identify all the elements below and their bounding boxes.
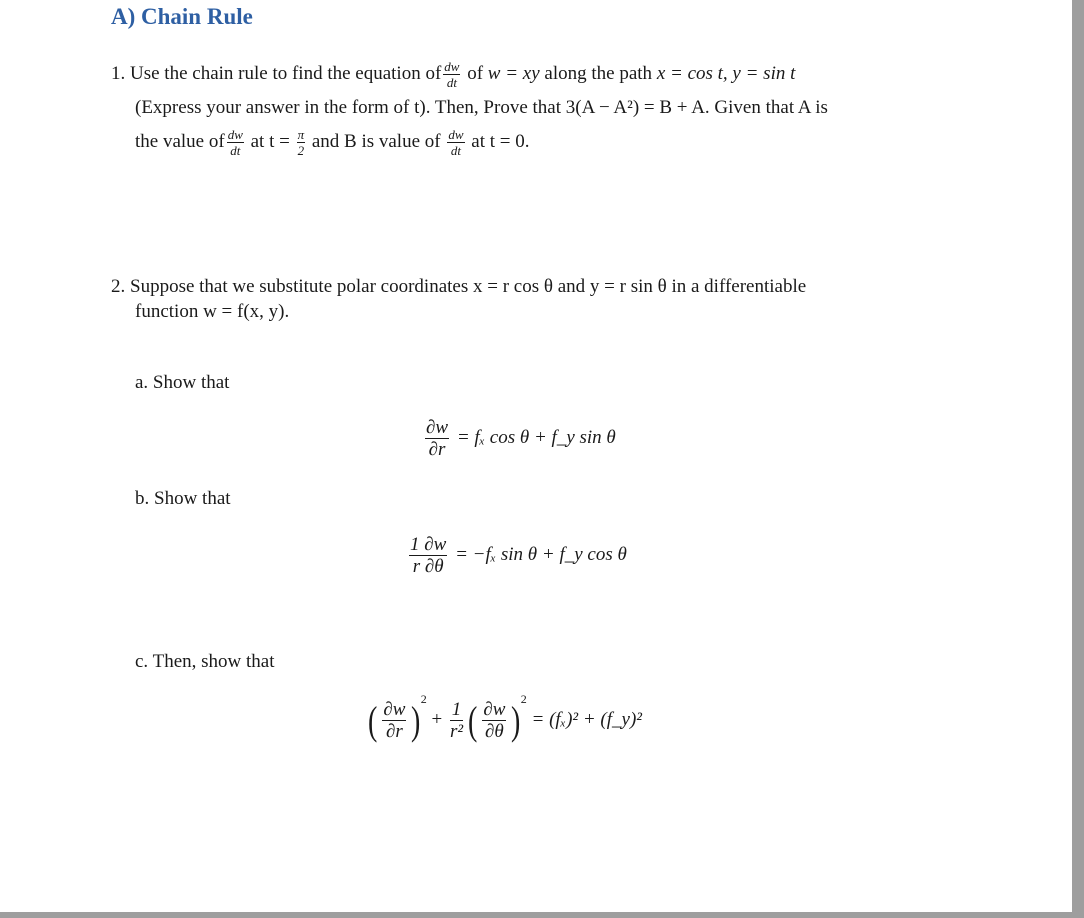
section-title: A) Chain Rule bbox=[111, 4, 253, 29]
path-definition: x = cos t, y = sin t bbox=[656, 62, 796, 84]
dw-dt-fraction: $\frac{dw}{dt}$ bbox=[448, 127, 464, 158]
part-c-label: c. Then, show that bbox=[135, 651, 275, 672]
q2-line-2: function w = f(x, y). bbox=[135, 301, 290, 322]
dw-dr-fraction: $\frac{\partial w}{\partial r}$ bbox=[383, 699, 406, 743]
dw-dt-fraction: $\frac{dw}{dt}$ bbox=[227, 127, 243, 158]
pi-over-2-fraction: $\frac{\pi}{2}$ bbox=[297, 127, 305, 158]
part-a-label: a. Show that bbox=[135, 372, 230, 393]
part-b-equation: $\frac{1 \partial w}{r \partial\theta}$ = −fₓ sin θ + f_y cos θ bbox=[410, 534, 627, 577]
part-c-equation: ( $\frac{\partial w}{\partial r}$ )$^2$ + $\frac{1}{\text{r²}}$ ( $\frac{\partial w}{\partial\theta}$ )$^2$ = (fₓ)² + (f_y)² bbox=[367, 692, 642, 743]
q2-line-1: 2. Suppose that we substitute polar coordinates x = r cos θ and y = r sin θ in a differentiable bbox=[111, 276, 807, 297]
q1-line-2: (Express your answer in the form of t). Then, Prove that 3(A − A²) = B + A. Given that A is bbox=[135, 97, 828, 118]
page-right-border bbox=[1072, 0, 1084, 918]
part-a-equation: $\frac{\partial w}{\partial r}$ = fₓ cos θ + f_y sin θ bbox=[426, 417, 616, 460]
one-over-r-squared: $\frac{1}{\text{r²}}$ bbox=[449, 699, 464, 743]
part-b-label: b. Show that bbox=[135, 488, 231, 509]
q1-line-3: the value of $\frac{dw}{dt}$ at t = $\frac{\pi}{2}$ and B is value of $\frac{dw}{dt}$ at t = 0. bbox=[135, 127, 530, 158]
dw-dt-fraction: $\frac{dw}{dt}$ bbox=[444, 59, 460, 90]
dw-dr-fraction: $\frac{\partial w}{\partial r}$ bbox=[426, 417, 449, 460]
inv-r-dw-dtheta-fraction: $\frac{1 \partial w}{r \partial\theta}$ bbox=[410, 534, 447, 577]
w-definition: w = xy bbox=[487, 62, 540, 84]
page-bottom-border bbox=[0, 912, 1084, 918]
dw-dtheta-fraction: $\frac{\partial w}{\partial\theta}$ bbox=[483, 699, 506, 743]
q1-line-1: 1. Use the chain rule to find the equation of $\frac{dw}{dt}$ of w = xy along the path x = cos t, y = sin t bbox=[111, 59, 796, 90]
q1-intro-text: 1. Use the chain rule to find the equation of bbox=[111, 62, 442, 84]
